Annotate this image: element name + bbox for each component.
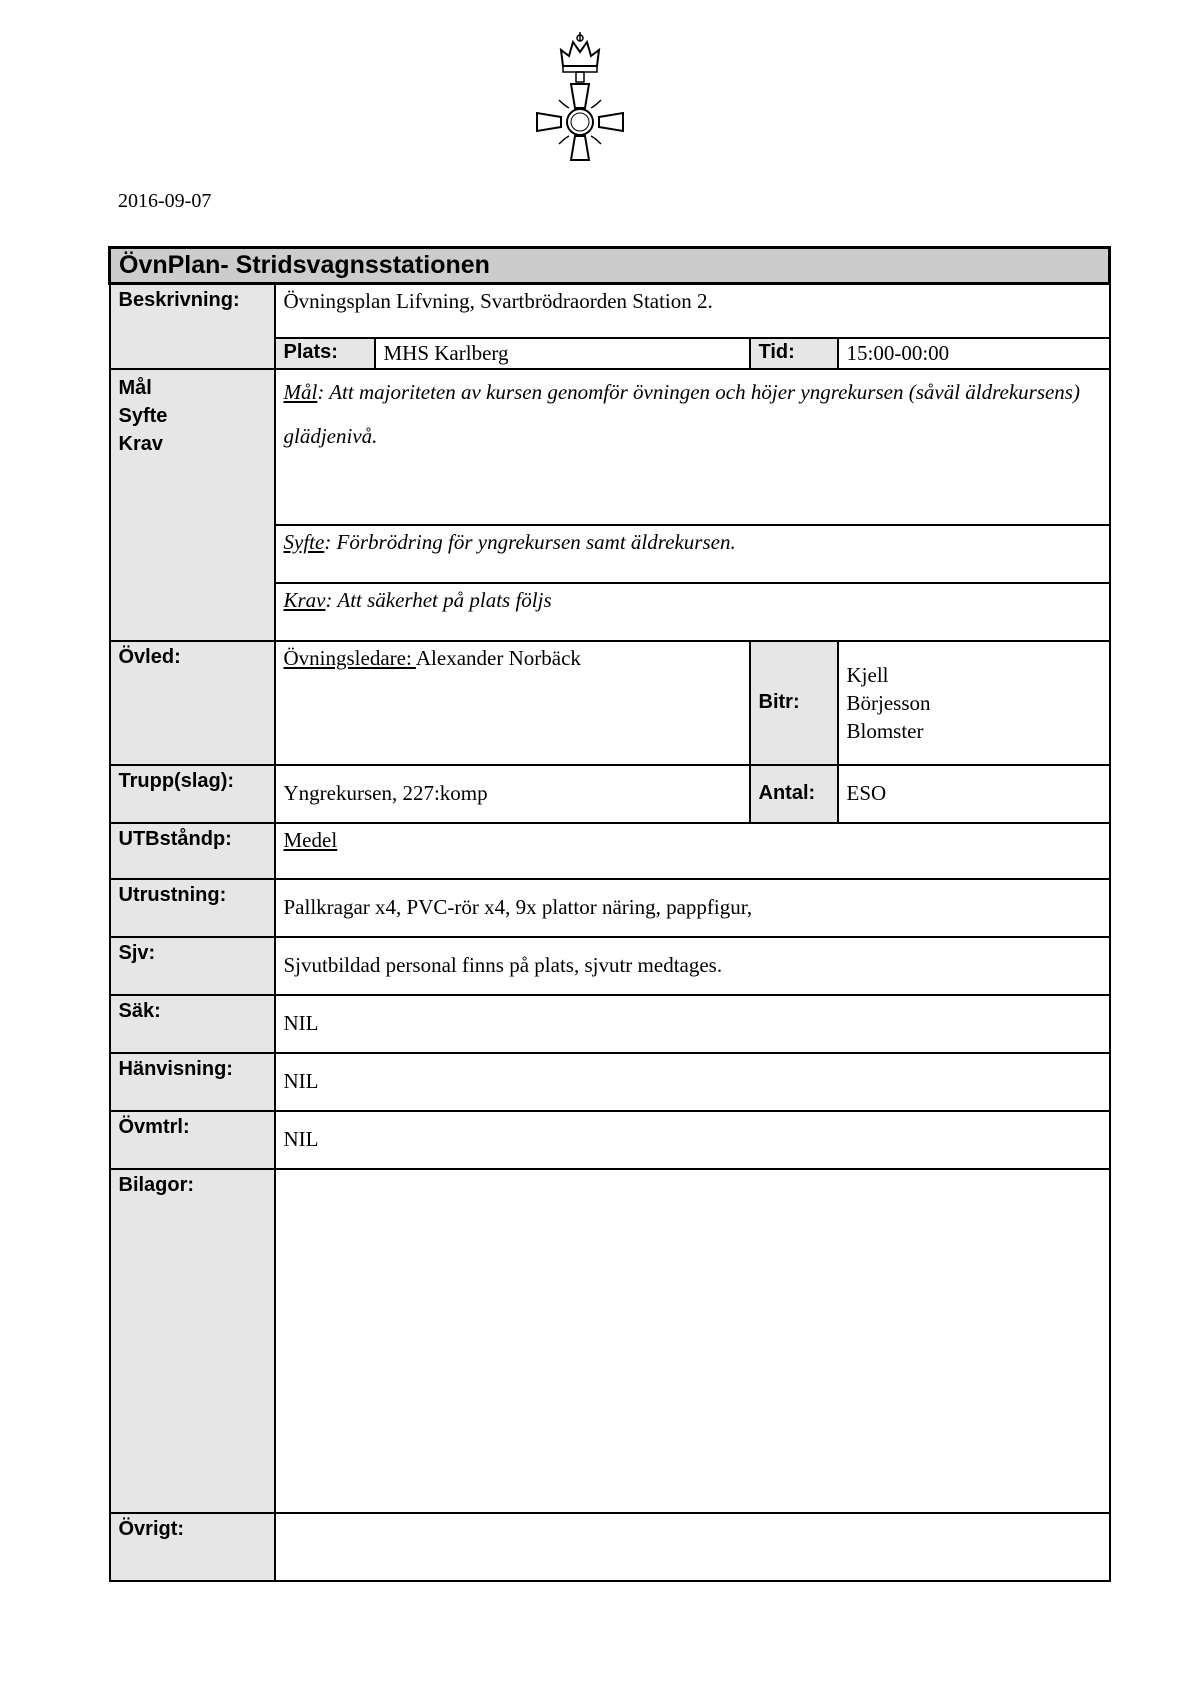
- bilagor-value: [275, 1169, 1110, 1513]
- utrustning-label: Utrustning:: [110, 879, 275, 937]
- mal-value: [275, 369, 1110, 525]
- bitr-name: Börjesson: [846, 690, 931, 715]
- ovled-value: [275, 641, 750, 765]
- utrustning-row: [110, 879, 1110, 937]
- hanvisning-label: Hänvisning:: [110, 1053, 275, 1111]
- hanvisning-row: [110, 1053, 1110, 1111]
- crowned-cross-emblem-icon: [535, 28, 625, 164]
- tid-value: 15:00-00:00: [838, 338, 1110, 369]
- sak-value: NIL: [275, 995, 1110, 1053]
- sak-label: Säk:: [110, 995, 275, 1053]
- sjv-label: Sjv:: [110, 937, 275, 995]
- trupp-value: Yngrekursen, 227:komp: [275, 765, 750, 823]
- krav-label: Krav: [118, 432, 163, 455]
- ovrigt-label: Övrigt:: [110, 1513, 275, 1581]
- mal-syfte-krav-label: [110, 369, 275, 641]
- beskrivning-label: Beskrivning:: [110, 284, 275, 369]
- exercise-plan-table: [108, 246, 1111, 1582]
- ovmtrl-row: [110, 1111, 1110, 1169]
- utbstandp-label: UTBståndp:: [110, 823, 275, 879]
- sjv-row: [110, 937, 1110, 995]
- bitr-name: Blomster: [846, 718, 924, 743]
- hanvisning-value: NIL: [275, 1053, 1110, 1111]
- bilagor-label: Bilagor:: [110, 1169, 275, 1513]
- plan-title: ÖvnPlan- Stridsvagnsstationen: [110, 248, 1110, 284]
- krav-text: : Att säkerhet på plats följs: [325, 587, 552, 612]
- syfte-prefix: Syfte: [283, 529, 325, 554]
- beskrivning-row: [110, 284, 1110, 338]
- leader-prefix: Övningsledare:: [283, 645, 416, 670]
- leader-name: Alexander Norbäck: [415, 645, 581, 670]
- tid-label: Tid:: [750, 338, 838, 369]
- trupp-row: [110, 765, 1110, 823]
- title-row: [110, 248, 1110, 284]
- krav-value: [275, 583, 1110, 641]
- mal-row: [110, 369, 1110, 525]
- antal-value: ESO: [838, 765, 1110, 823]
- utbstandp-row: [110, 823, 1110, 879]
- bitr-label: Bitr:: [750, 641, 838, 765]
- syfte-label: Syfte: [118, 404, 168, 427]
- bilagor-row: [110, 1169, 1110, 1513]
- utrustning-value: Pallkragar x4, PVC-rör x4, 9x plattor näring, pappfigur,: [275, 879, 1110, 937]
- syfte-text: : Förbrödring för yngrekursen samt äldrekursen.: [324, 529, 736, 554]
- plats-label: Plats:: [275, 338, 375, 369]
- syfte-value: [275, 525, 1110, 583]
- mal-label: Mål: [118, 376, 152, 399]
- mal-prefix: Mål: [283, 379, 318, 404]
- beskrivning-value: Övningsplan Lifvning, Svartbrödraorden Station 2.: [275, 284, 1110, 338]
- sak-row: [110, 995, 1110, 1053]
- utbstandp-value: Medel: [275, 823, 1110, 879]
- krav-prefix: Krav: [283, 587, 326, 612]
- ovled-row: [110, 641, 1110, 765]
- document-date: 2016-09-07: [118, 190, 212, 212]
- antal-label: Antal:: [750, 765, 838, 823]
- ovrigt-value: [275, 1513, 1110, 1581]
- bitr-name: Kjell: [846, 662, 889, 687]
- ovmtrl-value: NIL: [275, 1111, 1110, 1169]
- trupp-label: Trupp(slag):: [110, 765, 275, 823]
- ovrigt-row: [110, 1513, 1110, 1581]
- sjv-value: Sjvutbildad personal finns på plats, sjvutr medtages.: [275, 937, 1110, 995]
- plats-value: MHS Karlberg: [375, 338, 750, 369]
- ovled-label: Övled:: [110, 641, 275, 765]
- bitr-value: [838, 641, 1110, 765]
- ovmtrl-label: Övmtrl:: [110, 1111, 275, 1169]
- mal-text: : Att majoriteten av kursen genomför övningen och höjer yngrekursen (såväl äldrekursens) glädjenivå.: [283, 379, 1080, 448]
